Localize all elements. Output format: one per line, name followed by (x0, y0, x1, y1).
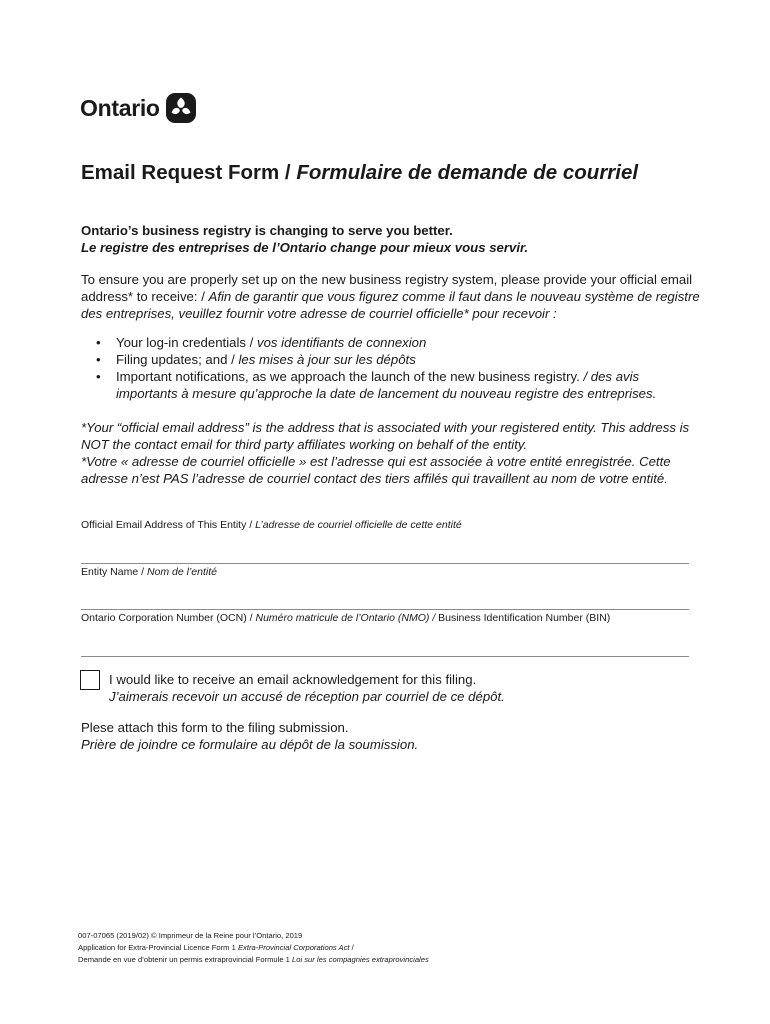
ocn-bin-field[interactable] (81, 612, 689, 624)
list-item (81, 368, 701, 402)
entity-name-field[interactable] (81, 566, 689, 578)
ontario-logo (80, 93, 196, 123)
intro-en: To ensure you are properly set up on the new business registry system, please provide your official email address* to receive: / (81, 272, 693, 304)
footer-en-text: Application for Extra-Provincial Licence Form 1 (78, 943, 238, 952)
title-fr: Formulaire de demande de courriel (296, 161, 639, 184)
list-item (81, 334, 701, 351)
title-en: Email Request Form / (81, 161, 297, 184)
field-label-bin: Business Identification Number (BIN) (435, 612, 611, 624)
lead-statement (81, 222, 528, 256)
attach-instruction (81, 719, 418, 753)
field-label-en: Entity Name / (81, 566, 147, 578)
footer-line-en (78, 942, 429, 954)
bullet-fr: / des avis importants à mesure qu’approche la date de lancement du nouveau registre des entreprises. (116, 369, 657, 401)
footer-fr-text: Demande en vue d’obtenir un permis extraprovincial Formule 1 (78, 955, 292, 964)
note-en: *Your “official email address” is the address that is associated with your registered entity. This address is NOT the contact email for third party affiliates working on behalf of the entity. (81, 420, 690, 452)
footer-en-act: Extra-Provincial Corporations Act (237, 943, 350, 952)
field-label-en: Ontario Corporation Number (OCN) / (81, 612, 256, 624)
field-label-fr: L’adresse de courriel officielle de cette entité (255, 519, 462, 531)
logo-wordmark: Ontario (80, 94, 160, 121)
benefits-list (81, 334, 701, 402)
footer-separator: / (349, 943, 354, 952)
lead-en: Ontario’s business registry is changing to serve you better. (81, 223, 453, 238)
ack-fr: J’aimerais recevoir un accusé de réception par courriel de ce dépôt. (109, 689, 505, 704)
form-footer (78, 930, 429, 966)
note-fr: *Votre « adresse de courriel officielle » est l’adresse qui est associée à votre entité enregistrée. Cette adresse n’est PAS l’adresse de courriel contact des tiers affilés qui travaillent au nom de votre entité. (81, 454, 671, 486)
bullet-fr: les mises à jour sur les dépôts (238, 352, 416, 367)
email-definition-note (81, 419, 701, 487)
bullet-en: Your log-in credentials / (116, 335, 257, 350)
field-label-fr: Numéro matricule de l’Ontario (NMO) / (255, 612, 436, 624)
entity-name-entry-line[interactable] (81, 609, 689, 610)
email-entry-line[interactable] (81, 563, 689, 564)
list-item (81, 351, 701, 368)
acknowledgement-checkbox[interactable] (80, 670, 100, 690)
trillium-icon (166, 93, 196, 123)
footer-fr-act: Loi sur les compagnies extraprovinciales (292, 955, 429, 964)
official-email-field[interactable] (81, 519, 689, 531)
page-title (81, 161, 638, 185)
ack-en: I would like to receive an email acknowledgement for this filing. (109, 672, 477, 687)
intro-paragraph (81, 271, 701, 322)
bullet-en: Important notifications, as we approach the launch of the new business registry. (116, 369, 584, 384)
lead-fr: Le registre des entreprises de l’Ontario change pour mieux vous servir. (81, 240, 529, 255)
field-label-en: Official Email Address of This Entity / (81, 519, 256, 531)
footer-line-fr (78, 954, 429, 966)
attach-en: Plese attach this form to the filing submission. (81, 720, 349, 735)
ocn-entry-line[interactable] (81, 656, 689, 657)
bullet-fr: vos identifiants de connexion (257, 335, 427, 350)
field-label-fr: Nom de l’entité (146, 566, 217, 578)
attach-fr: Prière de joindre ce formulaire au dépôt de la soumission. (81, 737, 419, 752)
intro-fr: Afin de garantir que vous figurez comme il faut dans le nouveau système de registre des entreprises, veuillez fournir votre adresse de courriel officielle* pour recevoir : (81, 289, 700, 321)
footer-form-number: 007-07065 (2019/02) © Imprimeur de la Reine pour l’Ontario, 2019 (78, 931, 303, 940)
acknowledgement-label (109, 671, 669, 705)
bullet-en: Filing updates; and / (116, 352, 239, 367)
